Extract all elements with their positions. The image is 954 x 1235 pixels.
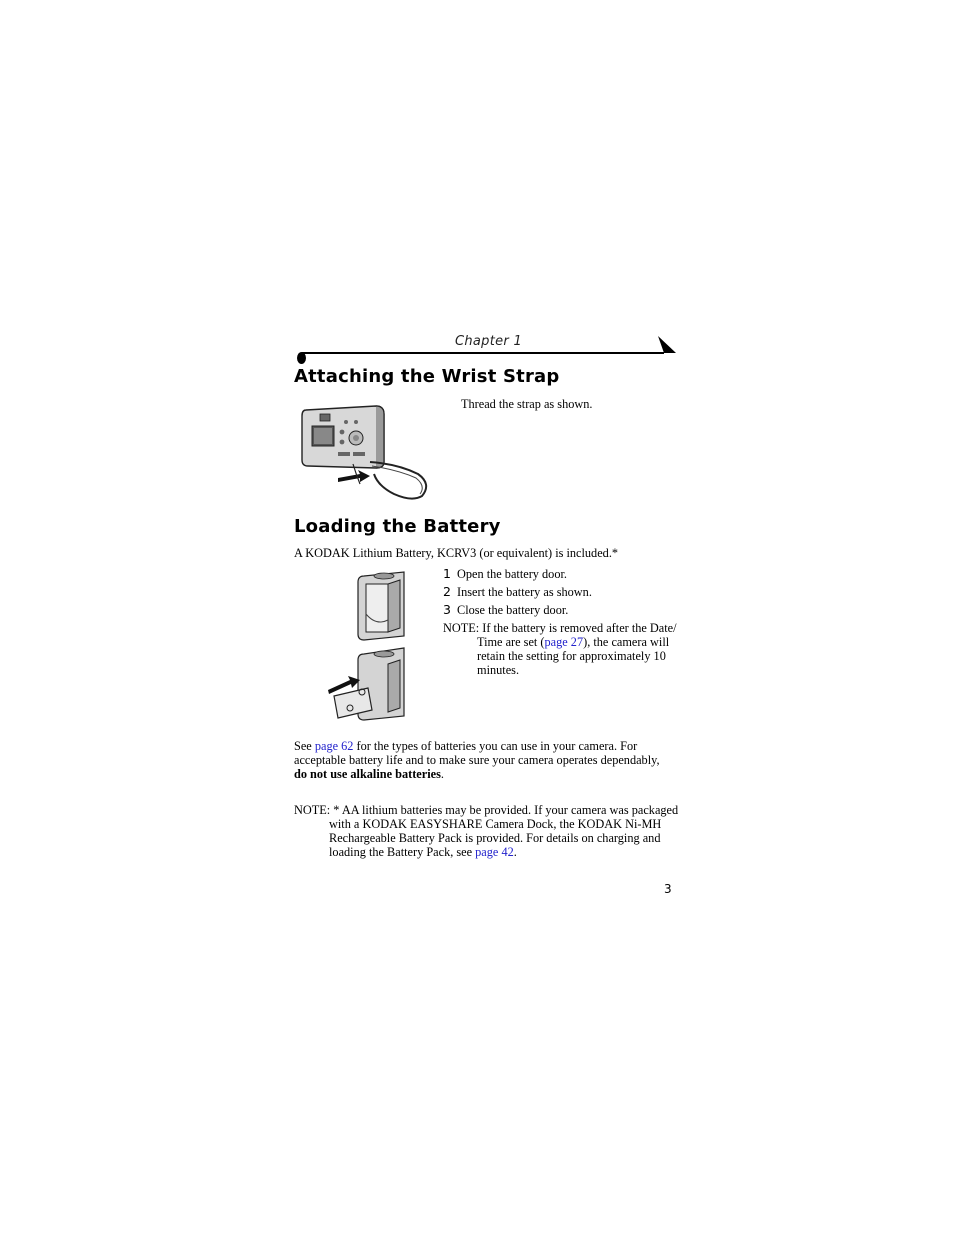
footnote-line-4 <box>329 845 517 859</box>
step-1 <box>443 567 567 581</box>
step-number: 3 <box>443 602 451 617</box>
step-text: Open the battery door. <box>457 567 567 581</box>
chapter-label: Chapter 1 <box>455 334 523 349</box>
corner-arrow-icon <box>656 334 678 354</box>
footnote-prefix: NOTE: <box>294 803 334 817</box>
step-text: Insert the battery as shown. <box>457 585 592 599</box>
battery-intro-text: A KODAK Lithium Battery, KCRV3 (or equivalent) is included.* <box>294 546 619 560</box>
alkaline-warning: do not use alkaline batteries <box>294 767 441 781</box>
note-line-2 <box>477 635 669 649</box>
section-title-loading-battery: Loading the Battery <box>294 516 501 537</box>
battery-types-line-2: acceptable battery life and to make sure your camera operates dependably, <box>294 753 660 767</box>
footnote-text: * AA lithium batteries may be provided. If your camera was packaged <box>333 803 679 817</box>
note-line-4: minutes. <box>477 663 520 677</box>
wrist-strap-instruction: Thread the strap as shown. <box>461 397 593 411</box>
footnote-text: . <box>513 845 517 859</box>
note-line-3: retain the setting for approximately 10 <box>477 649 666 663</box>
note-text: ), the camera will <box>583 635 670 649</box>
footnote-text: loading the Battery Pack, see <box>329 845 476 859</box>
battery-door-illustration <box>326 570 408 722</box>
note-prefix: NOTE: <box>443 621 483 635</box>
note-line-1 <box>443 621 677 635</box>
note-text: Time are set ( <box>477 635 545 649</box>
battery-types-line-3 <box>294 767 444 781</box>
page-42-link[interactable]: page 42 <box>475 845 514 859</box>
header-rule <box>302 352 664 354</box>
note-text: If the battery is removed after the Date/ <box>482 621 677 635</box>
camera-wrist-strap-illustration <box>298 404 432 504</box>
para-text: . <box>440 767 444 781</box>
page-number: 3 <box>664 882 672 896</box>
footnote-line-1 <box>294 803 678 817</box>
footnote-line-2: with a KODAK EASYSHARE Camera Dock, the KODAK Ni-MH <box>329 817 662 831</box>
footnote-line-3: Rechargeable Battery Pack is provided. For details on charging and <box>329 831 661 845</box>
page-62-link[interactable]: page 62 <box>314 739 354 753</box>
step-number: 1 <box>443 566 451 581</box>
para-text: See <box>294 739 315 753</box>
step-2 <box>443 585 592 599</box>
page-27-link[interactable]: page 27 <box>544 635 584 649</box>
step-text: Close the battery door. <box>457 603 569 617</box>
para-text: for the types of batteries you can use in your camera. For <box>353 739 638 753</box>
header-bullet <box>297 352 306 364</box>
battery-types-line-1 <box>294 739 637 753</box>
step-3 <box>443 603 568 617</box>
step-number: 2 <box>443 584 451 599</box>
section-title-wrist-strap: Attaching the Wrist Strap <box>294 366 560 387</box>
